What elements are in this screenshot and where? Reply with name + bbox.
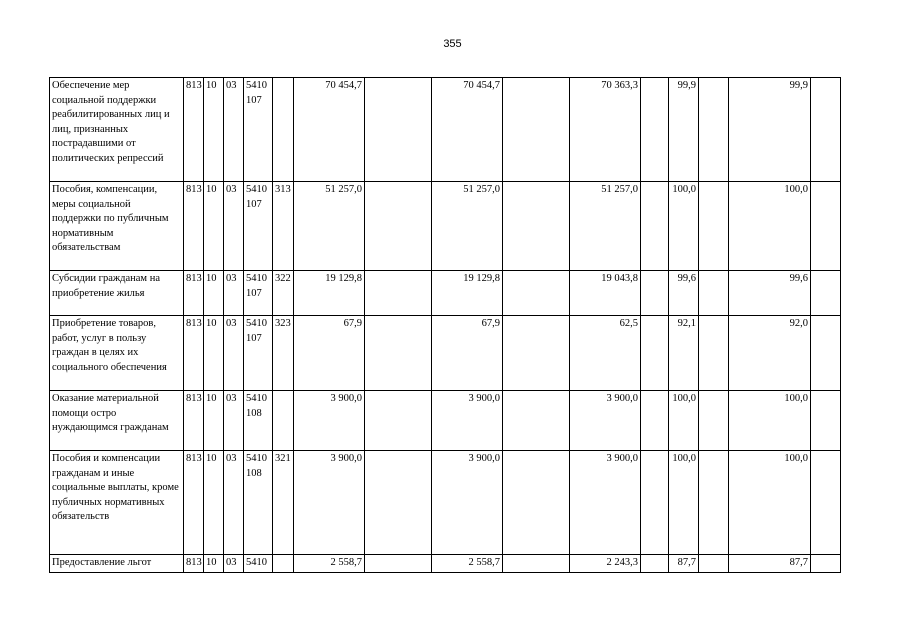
expense-type-code — [273, 555, 294, 573]
ved-code: 813 — [184, 555, 204, 573]
row-name: Приобретение товаров, работ, услуг в пользу граждан в целях их социального обеспечения — [50, 316, 184, 391]
percent-plan: 100,0 — [669, 182, 699, 271]
section-code: 10 — [204, 555, 224, 573]
section-code: 10 — [204, 182, 224, 271]
percent-refined: 100,0 — [729, 182, 811, 271]
plan-amount: 3 900,0 — [294, 391, 365, 451]
executed-amount: 51 257,0 — [570, 182, 641, 271]
expense-type-code: 321 — [273, 451, 294, 555]
expense-type-code: 322 — [273, 271, 294, 316]
executed-amount: 2 243,3 — [570, 555, 641, 573]
page-number: 355 — [443, 38, 462, 50]
executed-amount: 62,5 — [570, 316, 641, 391]
expense-type-code — [273, 391, 294, 451]
row-name: Пособия, компенсации, меры социальной поддержки по публичным нормативным обязательствам — [50, 182, 184, 271]
table-row — [50, 271, 841, 316]
subsection-code: 03 — [224, 451, 244, 555]
refined-amount: 70 454,7 — [432, 78, 503, 182]
section-code: 10 — [204, 316, 224, 391]
row-name: Обеспечение мер социальной поддержки реабилитированных лиц и лиц, признанных пострадавшими от политических репрессий — [50, 78, 184, 182]
refined-amount: 3 900,0 — [432, 451, 503, 555]
plan-amount: 3 900,0 — [294, 451, 365, 555]
section-code: 10 — [204, 391, 224, 451]
refined-amount: 67,9 — [432, 316, 503, 391]
refined-amount: 2 558,7 — [432, 555, 503, 573]
percent-refined: 87,7 — [729, 555, 811, 573]
table-row — [50, 391, 841, 451]
table-row — [50, 182, 841, 271]
plan-amount: 67,9 — [294, 316, 365, 391]
percent-refined: 100,0 — [729, 451, 811, 555]
subsection-code: 03 — [224, 271, 244, 316]
row-name: Субсидии гражданам на приобретение жилья — [50, 271, 184, 316]
row-name: Пособия и компенсации гражданам и иные социальные выплаты, кроме публичных нормативных обязательств — [50, 451, 184, 555]
subsection-code: 03 — [224, 182, 244, 271]
ved-code: 813 — [184, 391, 204, 451]
percent-refined: 92,0 — [729, 316, 811, 391]
ved-code: 813 — [184, 316, 204, 391]
executed-amount: 19 043,8 — [570, 271, 641, 316]
expense-type-code — [273, 78, 294, 182]
table-row — [50, 316, 841, 391]
ved-code: 813 — [184, 182, 204, 271]
percent-plan: 100,0 — [669, 391, 699, 451]
budget-table — [49, 77, 841, 573]
expense-type-code: 313 — [273, 182, 294, 271]
ved-code: 813 — [184, 271, 204, 316]
executed-amount: 3 900,0 — [570, 451, 641, 555]
percent-plan: 92,1 — [669, 316, 699, 391]
subsection-code: 03 — [224, 316, 244, 391]
refined-amount: 19 129,8 — [432, 271, 503, 316]
subsection-code: 03 — [224, 78, 244, 182]
target-article-code: 5410 107 — [244, 182, 273, 271]
section-code: 10 — [204, 78, 224, 182]
section-code: 10 — [204, 451, 224, 555]
percent-plan: 99,6 — [669, 271, 699, 316]
percent-plan: 99,9 — [669, 78, 699, 182]
target-article-code: 5410 108 — [244, 391, 273, 451]
plan-amount: 70 454,7 — [294, 78, 365, 182]
target-article-code: 5410 108 — [244, 451, 273, 555]
row-name: Оказание материальной помощи остро нуждающимся гражданам — [50, 391, 184, 451]
percent-plan: 100,0 — [669, 451, 699, 555]
percent-refined: 99,9 — [729, 78, 811, 182]
target-article-code: 5410 107 — [244, 316, 273, 391]
percent-plan: 87,7 — [669, 555, 699, 573]
executed-amount: 3 900,0 — [570, 391, 641, 451]
section-code: 10 — [204, 271, 224, 316]
expense-type-code: 323 — [273, 316, 294, 391]
ved-code: 813 — [184, 451, 204, 555]
target-article-code: 5410 — [244, 555, 273, 573]
ved-code: 813 — [184, 78, 204, 182]
refined-amount: 3 900,0 — [432, 391, 503, 451]
percent-refined: 99,6 — [729, 271, 811, 316]
table-row — [50, 451, 841, 555]
subsection-code: 03 — [224, 391, 244, 451]
target-article-code: 5410 107 — [244, 78, 273, 182]
plan-amount: 19 129,8 — [294, 271, 365, 316]
subsection-code: 03 — [224, 555, 244, 573]
executed-amount: 70 363,3 — [570, 78, 641, 182]
table-row — [50, 78, 841, 182]
plan-amount: 51 257,0 — [294, 182, 365, 271]
table-row — [50, 555, 841, 573]
row-name: Предоставление льгот — [50, 555, 184, 573]
plan-amount: 2 558,7 — [294, 555, 365, 573]
target-article-code: 5410 107 — [244, 271, 273, 316]
refined-amount: 51 257,0 — [432, 182, 503, 271]
percent-refined: 100,0 — [729, 391, 811, 451]
